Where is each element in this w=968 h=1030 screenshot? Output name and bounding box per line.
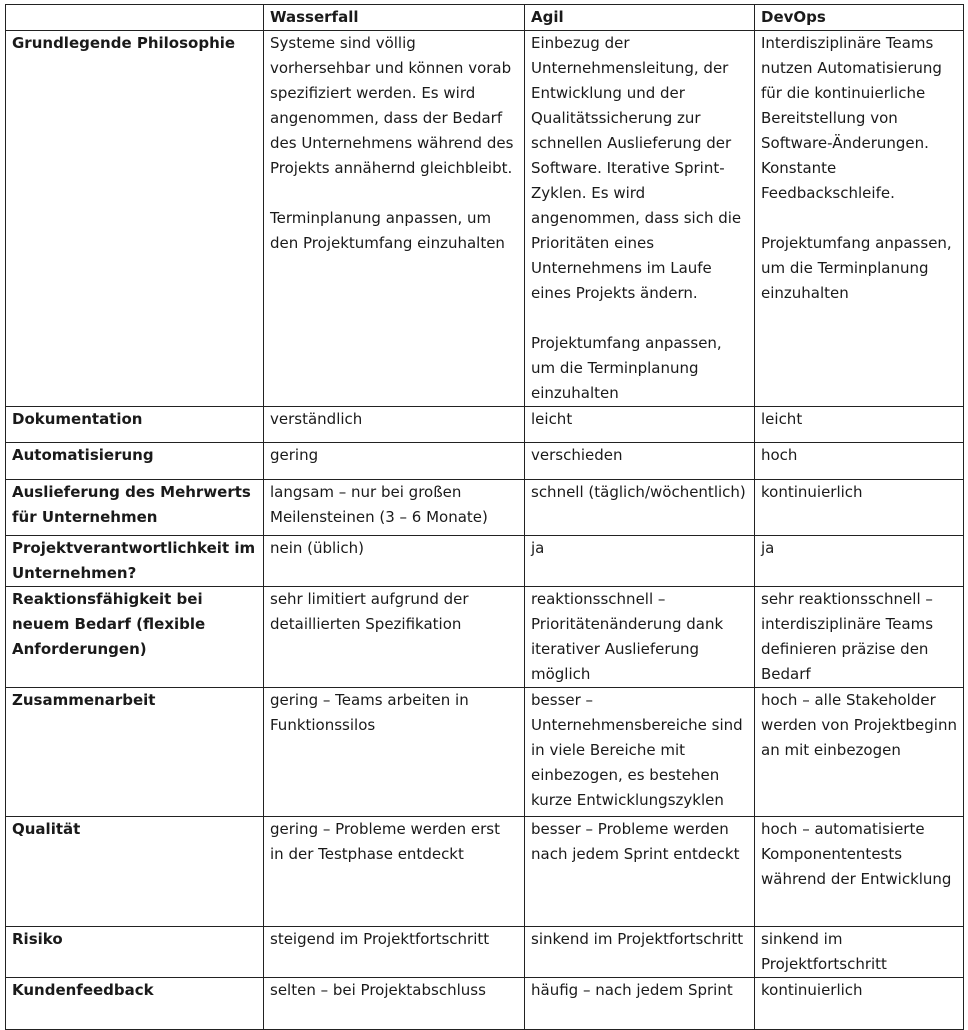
header-row xyxy=(6,5,964,31)
table-row xyxy=(6,587,964,688)
header-agile: Agil xyxy=(525,5,755,31)
row-label: Projektverantwortlichkeit im Unternehmen? xyxy=(6,536,264,587)
table-row xyxy=(6,407,964,443)
cell-agile: Einbezug der Unternehmensleitung, der Entwicklung und der Qualitätssicherung zur schnellen Auslieferung der Software. Iterative Sprint-Zyklen. Es wird angenommen, dass sich die Prioritäten eines Unternehmens im Laufe eines Projekts ändern. Projektumfang anpassen, um die Terminplanung einzuhalten xyxy=(525,31,755,407)
cell-waterfall: nein (üblich) xyxy=(264,536,525,587)
table-row xyxy=(6,927,964,978)
cell-devops: hoch – automatisierte Komponententests während der Entwicklung xyxy=(755,817,964,927)
cell-waterfall: steigend im Projektfortschritt xyxy=(264,927,525,978)
cell-devops: hoch – alle Stakeholder werden von Projektbeginn an mit einbezogen xyxy=(755,688,964,817)
cell-agile: häufig – nach jedem Sprint xyxy=(525,978,755,1030)
cell-devops: hoch xyxy=(755,443,964,480)
cell-agile: besser – Unternehmensbereiche sind in viele Bereiche mit einbezogen, es bestehen kurze Entwicklungszyklen xyxy=(525,688,755,817)
cell-agile: schnell (täglich/wöchentlich) xyxy=(525,480,755,536)
cell-devops: sehr reaktionsschnell – interdisziplinäre Teams definieren präzise den Bedarf xyxy=(755,587,964,688)
table-row xyxy=(6,978,964,1030)
comparison-table xyxy=(5,4,964,1030)
table-row xyxy=(6,480,964,536)
table-row xyxy=(6,688,964,817)
cell-agile: ja xyxy=(525,536,755,587)
cell-agile: sinkend im Projektfortschritt xyxy=(525,927,755,978)
row-label: Qualität xyxy=(6,817,264,927)
cell-devops: kontinuierlich xyxy=(755,978,964,1030)
row-label: Auslieferung des Mehrwerts für Unternehmen xyxy=(6,480,264,536)
cell-devops: sinkend im Projektfortschritt xyxy=(755,927,964,978)
cell-waterfall: langsam – nur bei großen Meilensteinen (3 – 6 Monate) xyxy=(264,480,525,536)
cell-agile: besser – Probleme werden nach jedem Sprint entdeckt xyxy=(525,817,755,927)
row-label: Dokumentation xyxy=(6,407,264,443)
row-label: Kundenfeedback xyxy=(6,978,264,1030)
cell-waterfall: gering – Probleme werden erst in der Testphase entdeckt xyxy=(264,817,525,927)
cell-agile: leicht xyxy=(525,407,755,443)
cell-waterfall: gering – Teams arbeiten in Funktionssilos xyxy=(264,688,525,817)
cell-devops: leicht xyxy=(755,407,964,443)
cell-waterfall: gering xyxy=(264,443,525,480)
header-empty xyxy=(6,5,264,31)
table-row xyxy=(6,817,964,927)
cell-devops: ja xyxy=(755,536,964,587)
row-label: Automatisierung xyxy=(6,443,264,480)
table-row xyxy=(6,443,964,480)
cell-devops: kontinuierlich xyxy=(755,480,964,536)
cell-agile: verschieden xyxy=(525,443,755,480)
cell-waterfall: sehr limitiert aufgrund der detaillierten Spezifikation xyxy=(264,587,525,688)
cell-devops: Interdisziplinäre Teams nutzen Automatisierung für die kontinuierliche Bereitstellung von Software-Änderungen. Konstante Feedbackschleife. Projektumfang anpassen, um die Terminplanung einzuhalten xyxy=(755,31,964,407)
row-label: Reaktionsfähigkeit bei neuem Bedarf (flexible Anforderungen) xyxy=(6,587,264,688)
cell-agile: reaktionsschnell – Prioritätenänderung dank iterativer Auslieferung möglich xyxy=(525,587,755,688)
table-row xyxy=(6,31,964,407)
row-label: Zusammenarbeit xyxy=(6,688,264,817)
cell-waterfall: selten – bei Projektabschluss xyxy=(264,978,525,1030)
row-label: Risiko xyxy=(6,927,264,978)
row-label: Grundlegende Philosophie xyxy=(6,31,264,407)
table-row xyxy=(6,536,964,587)
header-waterfall: Wasserfall xyxy=(264,5,525,31)
header-devops: DevOps xyxy=(755,5,964,31)
cell-waterfall: Systeme sind völlig vorhersehbar und können vorab spezifiziert werden. Es wird angenommen, dass der Bedarf des Unternehmens während des Projekts annähernd gleichbleibt. Terminplanung anpassen, um den Projektumfang einzuhalten xyxy=(264,31,525,407)
cell-waterfall: verständlich xyxy=(264,407,525,443)
